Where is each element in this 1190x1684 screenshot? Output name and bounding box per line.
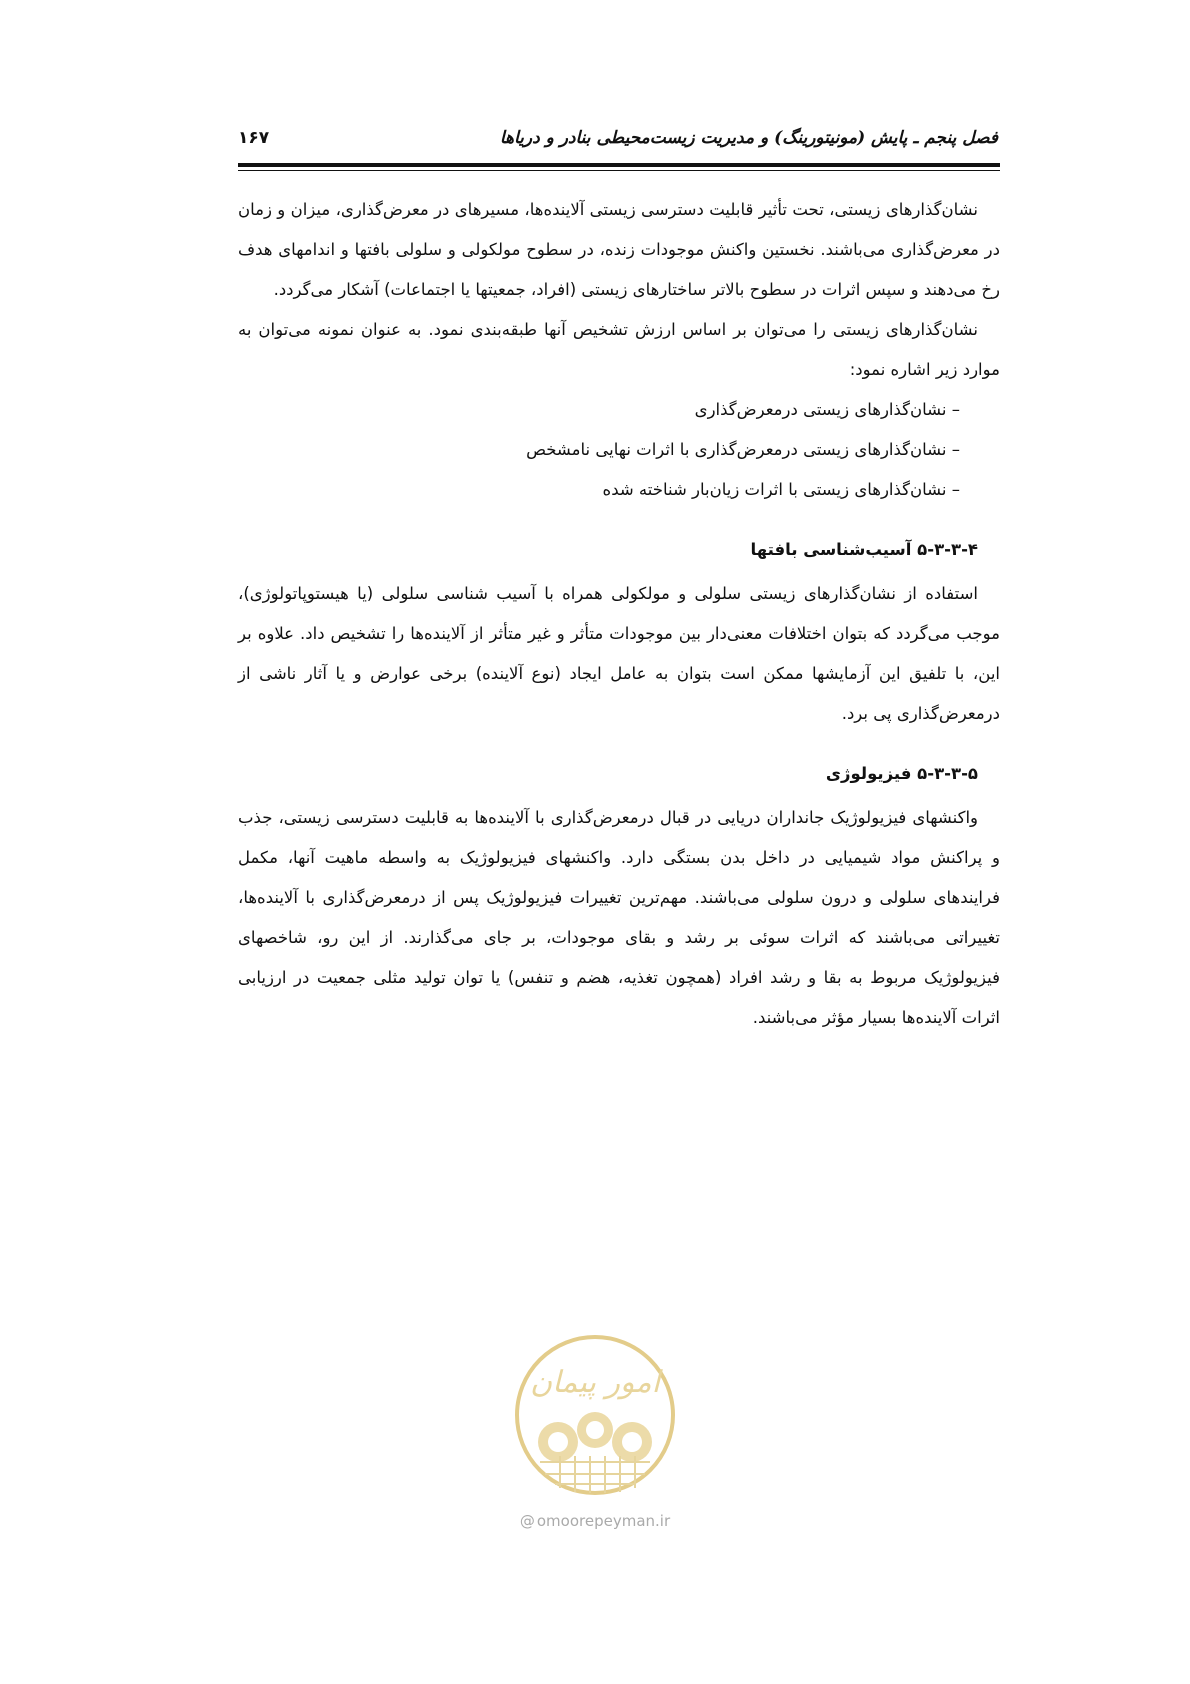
list-item: – نشان‌گذارهای زیستی درمعرض‌گذاری با اثرات نهایی نامشخص [526, 440, 960, 459]
logo-lettering: امور پیمان [530, 1365, 660, 1400]
list-item: – نشان‌گذارهای زیستی درمعرض‌گذاری [694, 400, 960, 419]
at-icon: @ [519, 1512, 535, 1530]
list-item: – نشان‌گذارهای زیستی با اثرات زیان‌بار شناخته شده [602, 480, 960, 499]
site-url: omoorepeyman.ir [536, 1512, 671, 1530]
section-heading-physiology: ۵-۳-۳-۵ فیزیولوژی [825, 764, 978, 783]
header-rule-thin [238, 170, 1000, 171]
gear-logo-icon [500, 1330, 690, 1500]
page-number: ۱۶۷ [238, 128, 270, 148]
paragraph-histopathology: استفاده از نشان‌گذارهای زیستی سلولی و مولکولی همراه با آسیب شناسی سلولی (یا هیستوپاتولوژی)، موجب می‌گردد که بتوان اختلافات معنی‌دار بین موجودات متأثر و غیر متأثر از آلاینده‌ها را تشخیص داد. علاوه بر این، با تلفیق این آزمایشها ممکن است بتوان به عامل ایجاد (نوع آلاینده) برخی عوارض و یا آثار ناشی از درمعرض‌گذاری پی برد. [238, 584, 1000, 723]
watermark-site [500, 1512, 690, 1530]
chapter-title: فصل پنجم ـ پایش (مونیتورینگ) و مدیریت زیست‌محیطی بنادر و دریاها [499, 128, 998, 148]
body-text [238, 190, 1000, 1038]
header-rule-thick [238, 163, 1000, 167]
running-header [238, 128, 998, 154]
biomarker-list [238, 390, 1000, 510]
paragraph-1: نشان‌گذارهای زیستی، تحت تأثیر قابلیت دسترسی زیستی آلاینده‌ها، مسیرهای در معرض‌گذاری، میزان و زمان در معرض‌گذاری می‌باشند. نخستین واکنش موجودات زنده، در سطوح مولکولی و سلولی بافتها و اندامهای هدف رخ می‌دهند و سپس اثرات در سطوح بالاتر ساختارهای زیستی (افراد، جمعیتها یا اجتماعات) آشکار می‌گردد. [238, 200, 1000, 299]
paragraph-2: نشان‌گذارهای زیستی را می‌توان بر اساس ارزش تشخیص آنها طبقه‌بندی نمود. به عنوان نمونه می‌توان به موارد زیر اشاره نمود: [238, 320, 1000, 379]
paragraph-physiology: واکنشهای فیزیولوژیک جانداران دریایی در قبال درمعرض‌گذاری با آلاینده‌ها به قابلیت دسترسی زیستی، جذب و پراکنش مواد شیمیایی در داخل بدن بستگی دارد. واکنشهای فیزیولوژیک به واسطه ماهیت آنها، مکمل فرایندهای سلولی و درون سلولی می‌باشند. مهم‌ترین تغییرات فیزیولوژیک پس از درمعرض‌گذاری با آلاینده‌ها، تغییراتی می‌باشند که اثرات سوئی بر رشد و بقای موجودات، بر جای می‌گذارند. از این رو، شاخصهای فیزیولوژیک مربوط به بقا و رشد افراد (همچون تغذیه، هضم و تنفس) یا توان تولید مثلی جمعیت در ارزیابی اثرات آلاینده‌ها بسیار مؤثر می‌باشند. [238, 808, 1000, 1027]
section-heading-histopathology: ۵-۳-۳-۴ آسیب‌شناسی بافتها [750, 540, 978, 559]
